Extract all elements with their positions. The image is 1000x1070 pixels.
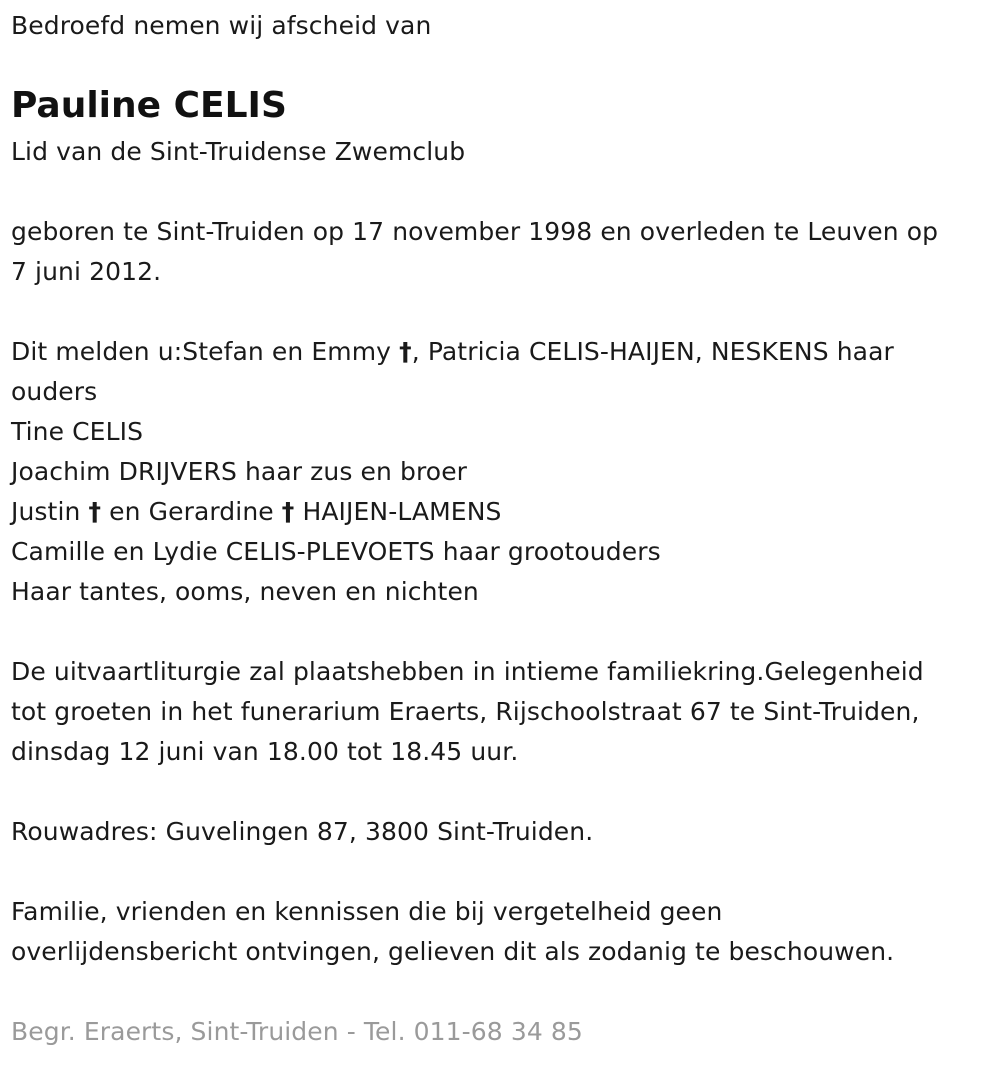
birth-death-line-1: geboren te Sint-Truiden op 17 november 1998 en overleden te Leuven op — [11, 217, 939, 246]
notice-line-2: overlijdensbericht ontvingen, gelieven dit als zodanig te beschouwen. — [11, 937, 895, 966]
funeral-home-footer: Begr. Eraerts, Sint-Truiden - Tel. 011-68 34 85 — [11, 1017, 583, 1046]
mourning-address: Rouwadres: Guvelingen 87, 3800 Sint-Truiden. — [11, 817, 594, 846]
cross-icon: † — [281, 497, 295, 526]
membership-subtitle: Lid van de Sint-Truidense Zwemclub — [11, 137, 466, 166]
grandparent-gerardine: en Gerardine — [101, 497, 282, 526]
family-block — [11, 332, 1000, 612]
cross-icon: † — [88, 497, 102, 526]
family-line-sibling-1: Tine CELIS — [11, 417, 144, 446]
intro-text: Bedroefd nemen wij afscheid van — [11, 11, 432, 40]
cross-icon: † — [399, 337, 412, 366]
grandparents-surname: HAIJEN-LAMENS — [294, 497, 502, 526]
funeral-line-3: dinsdag 12 juni van 18.00 tot 18.45 uur. — [11, 737, 519, 766]
funeral-block — [11, 652, 1000, 772]
family-line-parents — [11, 332, 1000, 372]
family-line-grandparents-1 — [11, 492, 1000, 532]
family-parents-text-a: Dit melden u:Stefan en Emmy — [11, 337, 400, 366]
birth-death-block — [11, 212, 1000, 292]
birth-death-line-2: 7 juni 2012. — [11, 257, 162, 286]
funeral-line-2: tot groeten in het funerarium Eraerts, Rijschoolstraat 67 te Sint-Truiden, — [11, 697, 920, 726]
family-line-relatives: Haar tantes, ooms, neven en nichten — [11, 577, 479, 606]
deceased-name: Pauline CELIS — [11, 85, 287, 126]
notice-line-1: Familie, vrienden en kennissen die bij vergetelheid geen — [11, 897, 723, 926]
family-line-sibling-2: Joachim DRIJVERS haar zus en broer — [11, 457, 468, 486]
family-parents-text-b: , Patricia CELIS-HAIJEN, NESKENS haar — [411, 337, 894, 366]
family-line-ouders: ouders — [11, 377, 98, 406]
grandparent-justin: Justin — [11, 497, 89, 526]
address-block — [11, 812, 1000, 852]
funeral-line-1: De uitvaartliturgie zal plaatshebben in intieme familiekring.Gelegenheid — [11, 657, 924, 686]
family-line-grandparents-2: Camille en Lydie CELIS-PLEVOETS haar grootouders — [11, 537, 661, 566]
notice-block — [11, 892, 1000, 972]
footer-block — [11, 1012, 1000, 1052]
